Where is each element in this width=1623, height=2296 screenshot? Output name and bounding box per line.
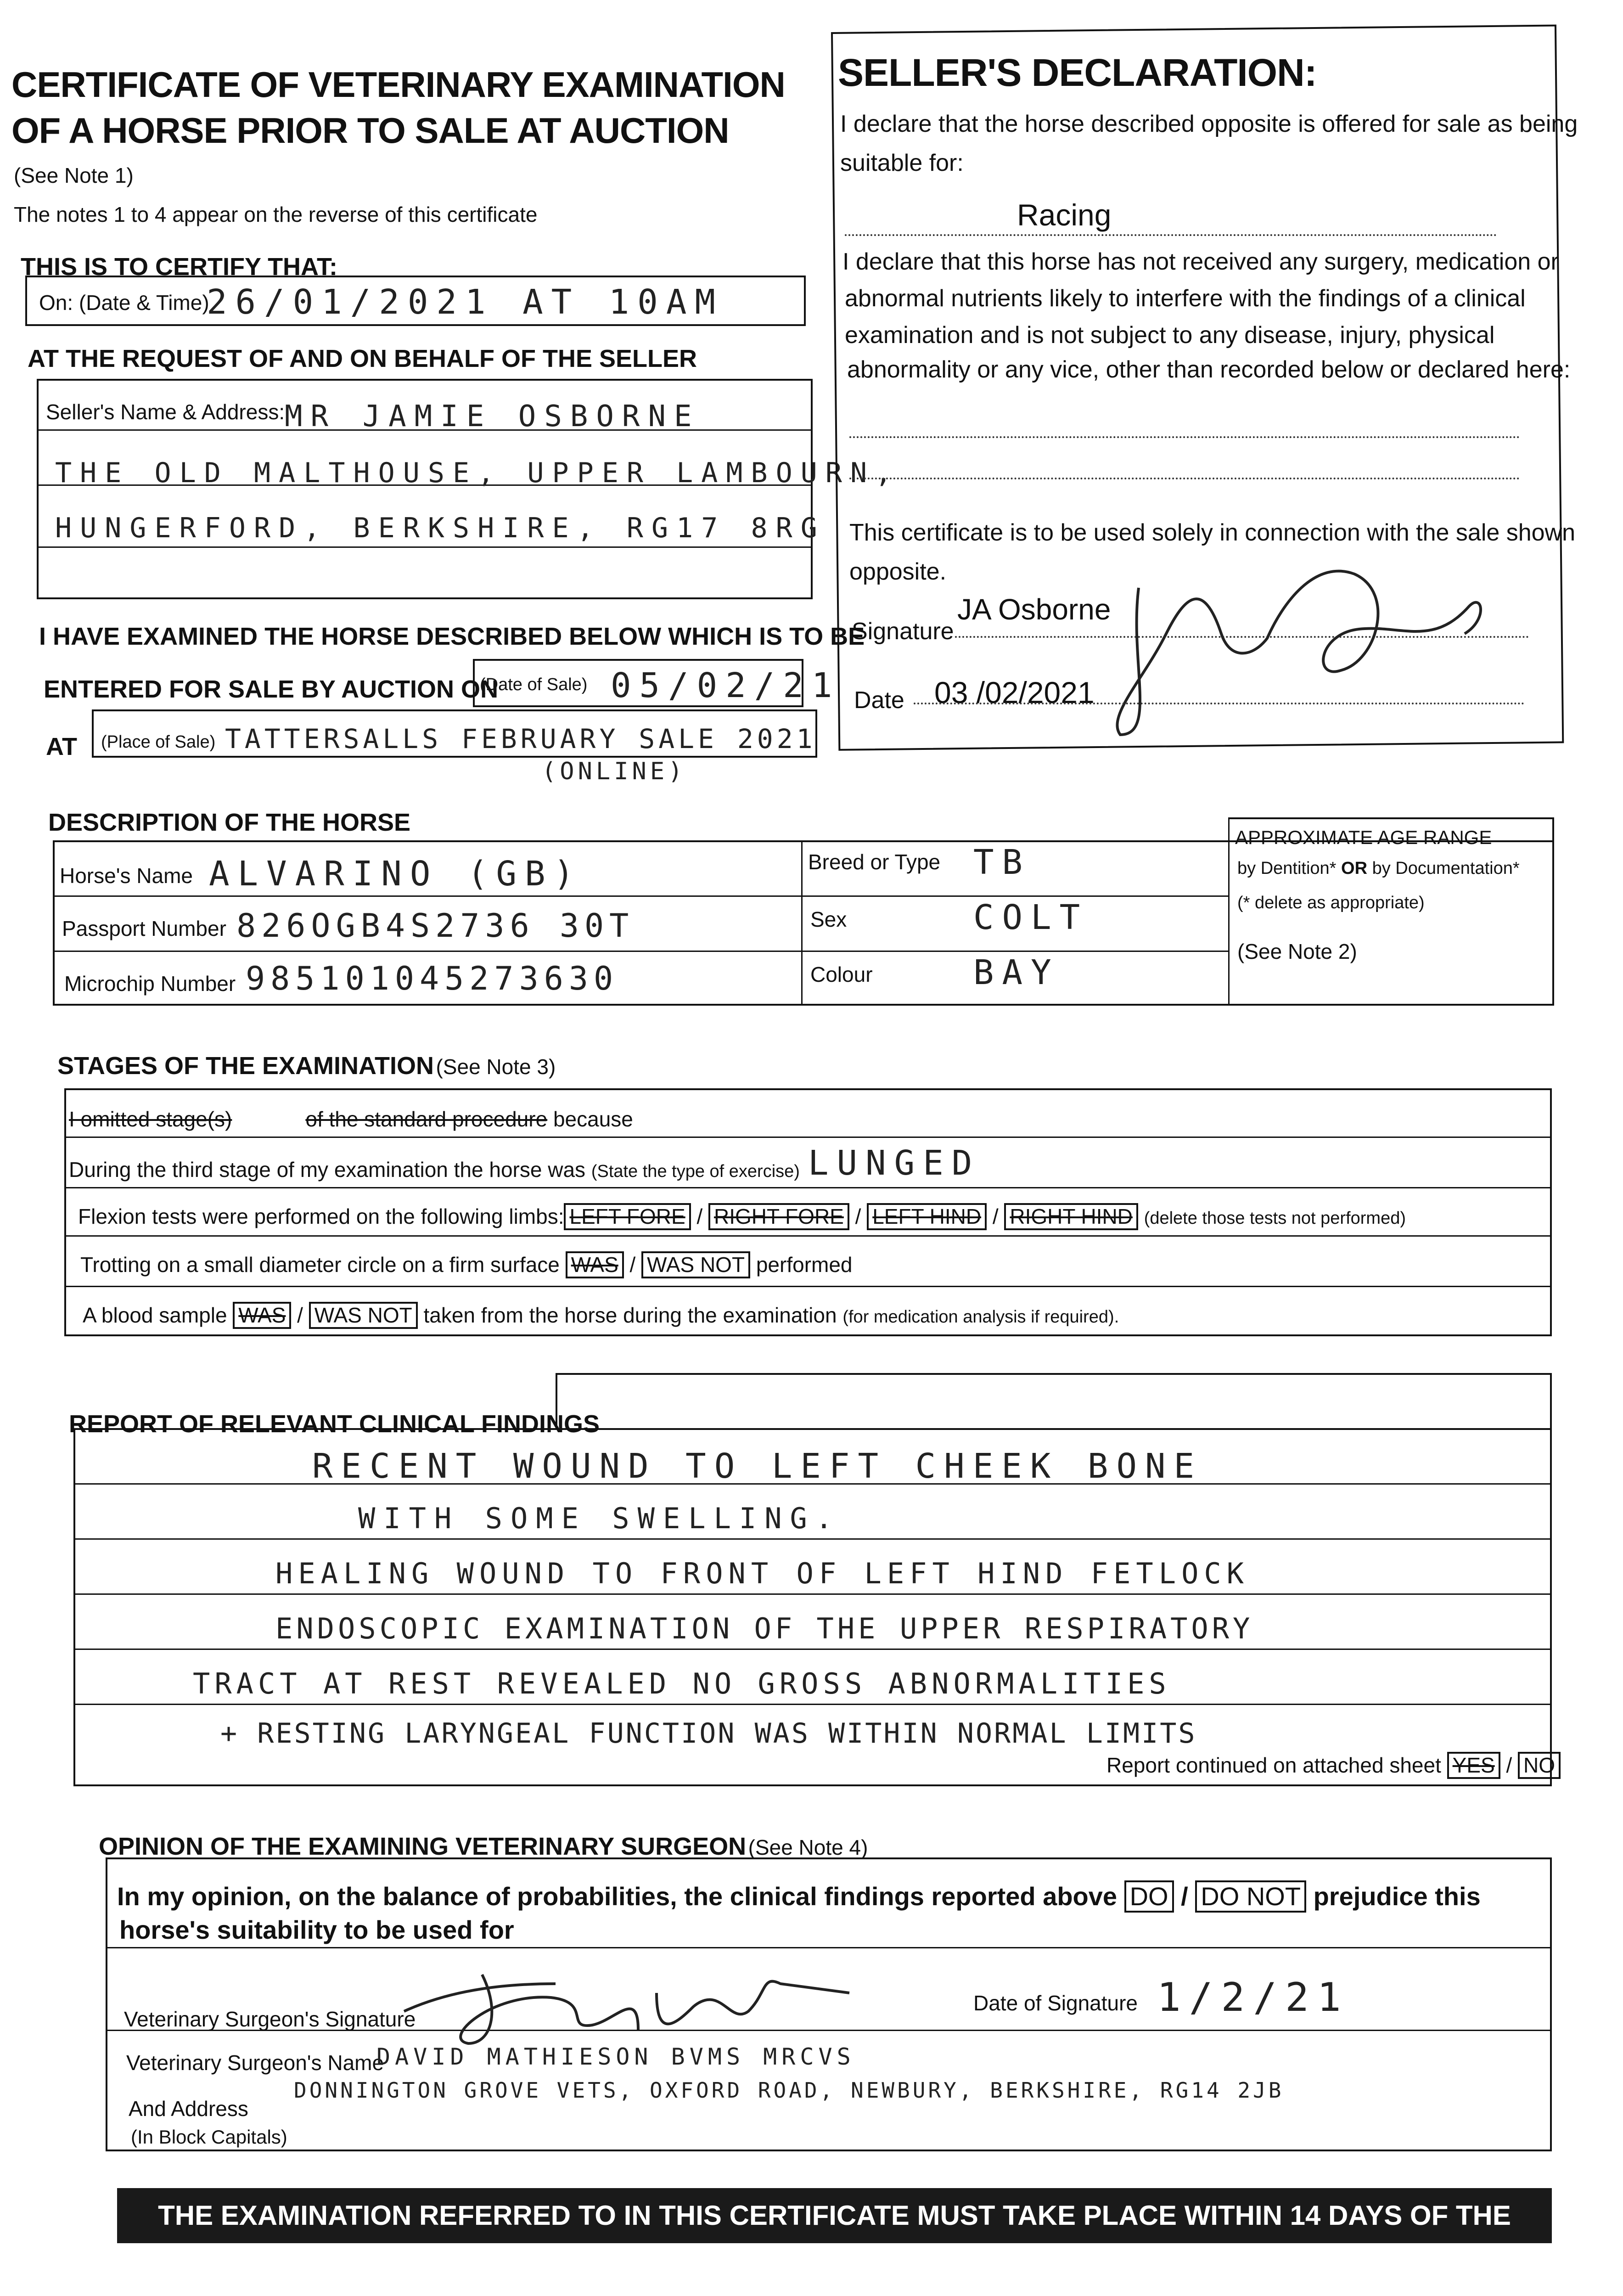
date-of-sale-label: (Date of Sale) — [480, 675, 588, 694]
vet-address-label: And Address — [129, 2097, 248, 2121]
microchip-value: 985101045273630 — [246, 960, 619, 997]
vet-address-label2: (In Block Capitals) — [131, 2126, 287, 2148]
opinion-do-not-tag: DO NOT — [1195, 1880, 1306, 1913]
report-continued-yes: YES — [1447, 1752, 1500, 1779]
seller-signature-name: JA Osborne — [957, 593, 1111, 626]
report-line-4: ENDOSCOPIC EXAMINATION OF THE UPPER RESPIRATORY — [275, 1612, 1254, 1645]
horse-name-label: Horse's Name — [60, 864, 193, 888]
notes-line: The notes 1 to 4 appear on the reverse of this certificate — [14, 203, 538, 226]
blood-was-not-tag: WAS NOT — [309, 1302, 418, 1329]
declaration-line2: suitable for: — [840, 150, 964, 176]
vet-date-label: Date of Signature — [973, 1991, 1138, 2015]
vet-name-value: DAVID MATHIESON BVMS MRCVS — [376, 2043, 855, 2070]
report-line-1: RECENT WOUND TO LEFT CHEEK BONE — [312, 1446, 1203, 1486]
footer-banner: THE EXAMINATION REFERRED TO IN THIS CERTIFICATE MUST TAKE PLACE WITHIN 14 DAYS OF THE AUCTION — [117, 2188, 1552, 2243]
trotting-was-not-tag: WAS NOT — [641, 1251, 750, 1278]
seller-address-line1: THE OLD MALTHOUSE, UPPER LAMBOURN, — [55, 457, 900, 489]
breed-value: TB — [973, 843, 1031, 882]
seller-signature-scribble — [1102, 542, 1515, 753]
report-title: REPORT OF RELEVANT CLINICAL FINDINGS — [69, 1410, 600, 1438]
age-range-title: APPROXIMATE AGE RANGE — [1235, 827, 1492, 848]
colour-label: Colour — [810, 962, 873, 986]
horse-name-value: ALVARINO (GB) — [209, 854, 583, 894]
vet-signature-label: Veterinary Surgeon's Signature — [124, 2007, 416, 2031]
right-hind-tag: RIGHT HIND — [1004, 1203, 1138, 1230]
sex-label: Sex — [810, 907, 847, 931]
trotting-row: Trotting on a small diameter circle on a firm surface WAS / WAS NOT performed — [80, 1251, 853, 1278]
colour-value: BAY — [973, 953, 1060, 992]
seller-label: Seller's Name & Address: — [46, 400, 285, 424]
passport-label: Passport Number — [62, 917, 226, 940]
declaration-line5: examination and is not subject to any disease, injury, physical — [845, 322, 1495, 349]
declaration-date-label: Date — [854, 687, 904, 714]
declaration-line6: abnormality or any vice, other than recorded below or declared here: — [847, 356, 1571, 383]
age-range-line2: by Dentition* OR by Documentation* — [1237, 859, 1520, 878]
age-range-line3: (* delete as appropriate) — [1237, 893, 1425, 912]
vet-signature-scribble — [399, 1956, 859, 2048]
exercise-value: LUNGED — [808, 1143, 981, 1183]
report-line-5: TRACT AT REST REVEALED NO GROSS ABNORMALITIES — [193, 1667, 1171, 1700]
age-range-note: (See Note 2) — [1237, 940, 1357, 963]
place-of-sale-value2: (ONLINE) — [542, 758, 686, 785]
certify-label: THIS IS TO CERTIFY THAT: — [21, 253, 338, 281]
declaration-line1: I declare that the horse described opposite is offered for sale as being — [840, 111, 1578, 137]
declaration-line3: I declare that this horse has not received any surgery, medication or — [842, 248, 1559, 275]
examined-line2: ENTERED FOR SALE BY AUCTION ON — [44, 675, 499, 703]
certificate-title-line2: OF A HORSE PRIOR TO SALE AT AUCTION — [11, 110, 729, 151]
declaration-line7: This certificate is to be used solely in connection with the sale shown — [849, 519, 1576, 546]
opinion-line2: horse's suitability to be used for — [119, 1915, 514, 1944]
signature-label: Signature — [852, 618, 954, 645]
report-line-6: + RESTING LARYNGEAL FUNCTION WAS WITHIN NORMAL LIMITS — [220, 1717, 1197, 1750]
report-continued-no: NO — [1518, 1752, 1561, 1779]
exercise-row: During the third stage of my examination the horse was (State the type of exercise) — [69, 1158, 800, 1182]
left-hind-tag: LEFT HIND — [867, 1203, 987, 1230]
exam-date-label: On: (Date & Time) — [39, 291, 209, 315]
at-label: AT — [46, 733, 77, 760]
blood-sample-row: A blood sample WAS / WAS NOT taken from the horse during the examination (for medication analysis if required). — [83, 1302, 1119, 1329]
report-line-3: HEALING WOUND TO FRONT OF LEFT HIND FETLOCK — [275, 1557, 1250, 1590]
suitable-for-value: Racing — [1017, 198, 1112, 232]
place-of-sale-label: (Place of Sale) — [101, 732, 216, 752]
vet-address-value: DONNINGTON GROVE VETS, OXFORD ROAD, NEWBURY, BERKSHIRE, RG14 2JB — [294, 2078, 1284, 2103]
declaration-date-value: 03 /02/2021 — [934, 675, 1095, 709]
left-fore-tag: LEFT FORE — [564, 1203, 691, 1230]
stages-title: STAGES OF THE EXAMINATION (See Note 3) — [57, 1052, 556, 1080]
exam-date-value: 26/01/2021 AT 10AM — [207, 282, 724, 322]
report-continued: Report continued on attached sheet YES / NO — [1106, 1752, 1561, 1779]
place-of-sale-value: TATTERSALLS FEBRUARY SALE 2021 — [225, 723, 816, 754]
flexion-row: Flexion tests were performed on the following limbs: LEFT FORE / RIGHT FORE / LEFT HIND / RIGHT HIND (delete those tests not performed) — [78, 1203, 1406, 1230]
see-note-1: (See Note 1) — [14, 163, 134, 187]
vet-name-label: Veterinary Surgeon's Name — [126, 2051, 384, 2075]
omitted-stages-row: I omitted stage(s) of the standard procedure because — [69, 1107, 633, 1131]
declaration-line8: opposite. — [849, 558, 947, 585]
vet-date-value: 1/2/21 — [1157, 1975, 1349, 2020]
passport-value: 826OGB4S2736 30T — [236, 907, 635, 945]
microchip-label: Microchip Number — [64, 972, 236, 996]
opinion-line1: In my opinion, on the balance of probabilities, the clinical findings reported above DO / DO NOT prejudice this — [117, 1880, 1481, 1913]
sex-value: COLT — [973, 898, 1089, 937]
seller-name: MR JAMIE OSBORNE — [285, 400, 700, 433]
examined-line1: I HAVE EXAMINED THE HORSE DESCRIBED BELOW WHICH IS TO BE — [39, 623, 865, 650]
breed-label: Breed or Type — [808, 850, 941, 874]
blood-was-tag: WAS — [233, 1302, 291, 1329]
report-line-2: WITH SOME SWELLING. — [358, 1502, 841, 1535]
trotting-was-tag: WAS — [566, 1251, 624, 1278]
date-of-sale-value: 05/02/21 — [611, 666, 841, 705]
seller-address-line2: HUNGERFORD, BERKSHIRE, RG17 8RG — [55, 512, 826, 544]
certificate-title-line1: CERTIFICATE OF VETERINARY EXAMINATION — [11, 64, 785, 105]
description-title: DESCRIPTION OF THE HORSE — [48, 809, 411, 836]
request-label: AT THE REQUEST OF AND ON BEHALF OF THE SELLER — [28, 345, 697, 372]
opinion-do-tag: DO — [1124, 1880, 1174, 1913]
declaration-line4: abnormal nutrients likely to interfere with the findings of a clinical — [845, 285, 1526, 312]
opinion-title: OPINION OF THE EXAMINING VETERINARY SURGEON (See Note 4) — [99, 1833, 868, 1860]
report-title-box — [556, 1373, 1552, 1428]
right-fore-tag: RIGHT FORE — [708, 1203, 849, 1230]
declaration-title: SELLER'S DECLARATION: — [838, 51, 1317, 94]
